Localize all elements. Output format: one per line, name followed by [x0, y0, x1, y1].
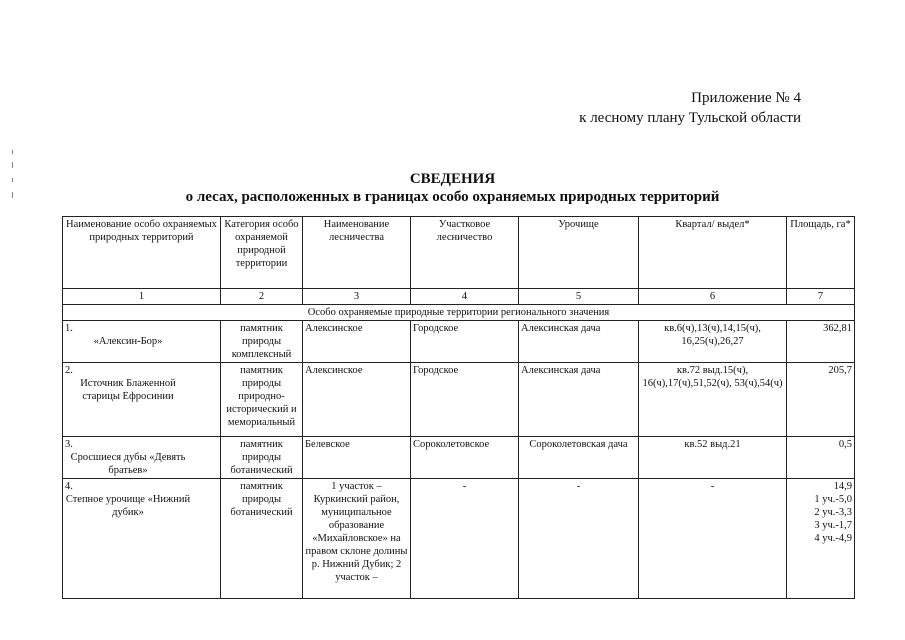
document-title: СВЕДЕНИЯ	[409, 171, 496, 187]
row-index: 2.	[65, 365, 73, 376]
area-part: 4 уч.-4,9	[814, 533, 852, 544]
column-number: 6	[639, 289, 787, 305]
quarter-cell: кв.6(ч),13(ч),14,15(ч), 16,25(ч),26,27	[639, 321, 787, 363]
header-cell: Категория особо охраняемой природной территории	[221, 217, 303, 289]
district-cell: Городское	[411, 321, 519, 363]
tract-cell: Сороколетовская дача	[519, 437, 639, 479]
category-cell: памятник природы ботанический	[221, 479, 303, 599]
table-row	[63, 321, 855, 363]
column-number: 1	[63, 289, 221, 305]
column-number: 3	[303, 289, 411, 305]
area-part: 2 уч.-3,3	[814, 507, 852, 518]
territory-name: Источник Блаженной старицы Ефросинии	[80, 378, 176, 402]
area-part: 3 уч.-1,7	[814, 520, 852, 531]
row-index: 4.	[65, 481, 73, 492]
area-cell: 0,5	[787, 437, 855, 479]
table-row	[63, 437, 855, 479]
margin-mark	[12, 192, 13, 198]
header-cell: Участковое лесничество	[411, 217, 519, 289]
tract-cell: Алексинская дача	[519, 321, 639, 363]
table-row	[63, 479, 855, 599]
section-row	[63, 305, 855, 321]
forestry-cell: Белевское	[303, 437, 411, 479]
quarter-cell: -	[639, 479, 787, 599]
area-total: 14,9	[833, 481, 852, 492]
category-cell: памятник природы ботанический	[221, 437, 303, 479]
territory-name-cell	[63, 437, 221, 479]
column-number: 4	[411, 289, 519, 305]
column-number: 5	[519, 289, 639, 305]
area-cell: 205,7	[787, 363, 855, 437]
margin-mark	[12, 150, 13, 154]
table-row	[63, 363, 855, 437]
row-index: 3.	[65, 439, 73, 450]
quarter-cell: кв.72 выд.15(ч), 16(ч),17(ч),51,52(ч), 53(ч),54(ч)	[639, 363, 787, 437]
forestry-cell: Алексинское	[303, 321, 411, 363]
category-cell: памятник природы комплексный	[221, 321, 303, 363]
forestry-cell: Алексинское	[303, 363, 411, 437]
header-cell: Урочище	[519, 217, 639, 289]
territory-name: Степное урочище «Нижний дубик»	[65, 494, 191, 518]
appendix-reference: к лесному плану Тульской области	[579, 110, 801, 126]
appendix-note	[579, 88, 801, 128]
column-number-row	[63, 289, 855, 305]
header-cell: Наименование особо охраняемых природных территорий	[63, 217, 221, 289]
territory-name-cell	[63, 363, 221, 437]
area-cell	[787, 479, 855, 599]
territory-name-cell	[63, 479, 221, 599]
header-cell: Площадь, га*	[787, 217, 855, 289]
section-title: Особо охраняемые природные территории регионального значения	[63, 305, 855, 321]
area-part: 1 уч.-5,0	[814, 494, 852, 505]
territory-name-cell	[63, 321, 221, 363]
quarter-cell: кв.52 выд.21	[639, 437, 787, 479]
forestry-cell: 1 участок – Куркинский район, муниципальное образование «Михайловское» на правом склоне долины р. Нижний Дубик; 2 участок –	[303, 479, 411, 599]
margin-mark	[12, 162, 13, 168]
area-cell: 362,81	[787, 321, 855, 363]
column-number: 2	[221, 289, 303, 305]
header-cell: Квартал/ выдел*	[639, 217, 787, 289]
tract-cell: -	[519, 479, 639, 599]
category-cell: памятник природы природно-исторический и мемориальный	[221, 363, 303, 437]
forest-data-table	[62, 216, 855, 599]
district-cell: Сороколетовское	[411, 437, 519, 479]
territory-name: Сросшиеся дубы «Девять братьев»	[70, 452, 186, 476]
row-index: 1.	[65, 323, 73, 334]
territory-name: «Алексин-Бор»	[93, 336, 163, 347]
appendix-number: Приложение № 4	[691, 90, 801, 106]
column-number: 7	[787, 289, 855, 305]
table-header-row	[63, 217, 855, 289]
document-subtitle: о лесах, расположенных в границах особо охраняемых природных территорий	[185, 189, 720, 205]
header-cell: Наименование лесничества	[303, 217, 411, 289]
tract-cell: Алексинская дача	[519, 363, 639, 437]
district-cell: -	[411, 479, 519, 599]
margin-mark	[12, 178, 13, 182]
district-cell: Городское	[411, 363, 519, 437]
